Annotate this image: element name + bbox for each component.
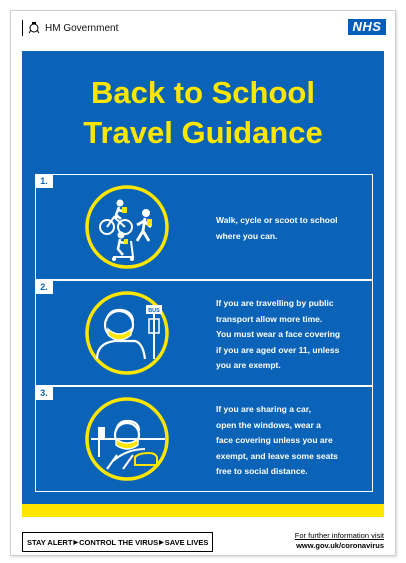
text-line: exempt, and leave some seats <box>216 450 338 461</box>
arrow-right-icon: ▶ <box>159 539 164 546</box>
walk-cycle-scoot-icon <box>83 183 171 271</box>
text-line: if you are aged over 11, unless <box>216 344 340 355</box>
text-line: open the windows, wear a <box>216 419 321 430</box>
text-line: You must wear a face covering <box>216 329 341 339</box>
text-line: face covering unless you are <box>216 435 333 445</box>
slogan-save-lives: SAVE LIVES <box>164 537 209 547</box>
text-line: If you are sharing a car, <box>216 404 311 414</box>
step-3-text <box>216 402 366 480</box>
arrow-right-icon: ▶ <box>73 539 79 546</box>
text-line: you are exempt. <box>216 360 281 370</box>
step-1-text <box>216 213 366 244</box>
poster <box>10 10 396 556</box>
header <box>11 11 395 47</box>
hm-government-logo <box>22 20 118 36</box>
slogan-stay-alert: STAY ALERT <box>27 537 73 547</box>
car-window-face-covering-icon <box>83 395 171 483</box>
slogan-box <box>22 532 213 552</box>
step-2-text <box>216 296 366 374</box>
further-info-url[interactable]: www.gov.uk/coronavirus <box>296 541 384 550</box>
step-1 <box>35 174 373 280</box>
text-line: free to social distance. <box>216 466 308 476</box>
step-3 <box>35 386 373 492</box>
step-2 <box>35 280 373 386</box>
step-number: 2. <box>35 280 53 294</box>
further-info-text[interactable]: For further information visit <box>294 531 384 540</box>
title-line-1: Back to School <box>91 75 315 110</box>
main-panel <box>22 51 384 504</box>
yellow-strip <box>22 504 384 517</box>
step-number: 1. <box>35 174 53 188</box>
nhs-logo: NHS <box>348 19 386 35</box>
text-line: where you can. <box>216 230 278 241</box>
step-number: 3. <box>35 386 53 400</box>
title-line-2: Travel Guidance <box>83 115 323 150</box>
text-line: Walk, cycle or scoot to school <box>216 215 338 225</box>
text-line: If you are travelling by public <box>216 298 334 308</box>
bus-sign-label: BUS <box>148 308 160 314</box>
slogan-control-virus: CONTROL THE VIRUS <box>79 537 159 547</box>
bus-stop-face-covering-icon <box>83 289 171 377</box>
government-name: HM Government <box>45 22 119 34</box>
divider <box>22 20 23 36</box>
royal-crest-icon <box>27 21 41 35</box>
further-info <box>295 531 384 551</box>
text-line: transport allow more time. <box>216 313 323 324</box>
